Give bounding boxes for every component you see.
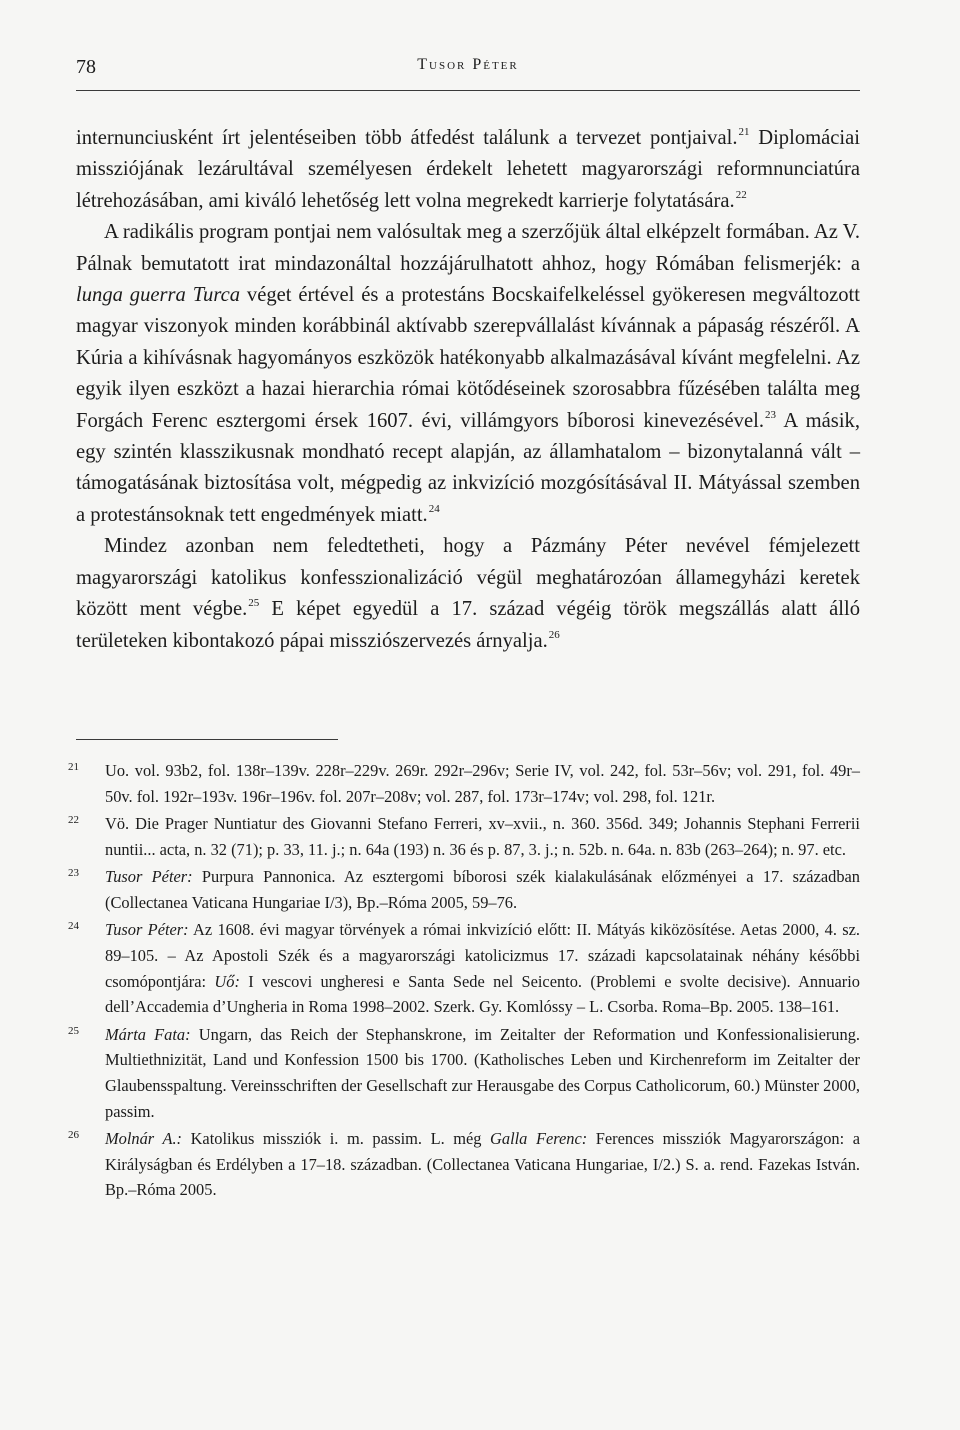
footnote-text: Purpura Pannonica. Az esztergomi bíborosi szék kialakulásának előzményei a 17. században (Collectanea Vaticana Hungariae I/3), Bp.–Róma 2005, 59–76. — [105, 867, 860, 912]
footnote — [68, 811, 860, 862]
footnote-text: I vescovi ungheresi e Santa Sede nel Seicento. (Problemi e svolte decisive). Annuario dell’Accademia d’Ungheria in Roma 1998–2002. Szerk. Gy. Komlóssy – L. Csorba. Roma–Bp. 2005. 138–161. — [105, 971, 860, 1017]
body-text — [76, 123, 860, 657]
footnote-number: 21 — [68, 760, 79, 773]
footnote-separator — [76, 739, 338, 740]
footnote-author: Galla Ferenc: — [490, 1129, 588, 1149]
footnote-number: 22 — [68, 814, 79, 827]
footnote — [68, 1022, 860, 1124]
footnote-text: Vö. Die Prager Nuntiatur des Giovanni Stefano Ferreri, xv–xvii., n. 360. 356d. 349; Johannis Stephani Ferrerii nuntii... acta, n. 32 (71); p. 33, 11. j.; n. 64a (193) n. 36 és p. 87, 3. j.; n. 52b. n. 64a. n. 83b (263–264); n. 97. etc. — [105, 814, 860, 859]
text-run: A radikális program pontjai nem valósultak meg a szerzőjük által elképzelt formában. Az V. Pálnak bemutatott irat mindazonáltal hozzájárulhatott ahhoz, hogy Rómában felismerjék: a — [76, 221, 860, 275]
footnote-number: 26 — [68, 1129, 79, 1142]
text-run: Mindez azonban nem feledtetheti, hogy a Pázmány Péter nevével fémjelezett magyarországi katolikus konfesszionalizáció végül meghatározóan államegyházi keretek között ment végbe. — [76, 535, 860, 621]
footnote-number: 24 — [68, 920, 79, 933]
paragraph-2 — [76, 217, 860, 531]
footnote — [68, 758, 860, 809]
paragraph-3 — [76, 531, 860, 657]
footnote-author: Tusor Péter: — [105, 920, 189, 940]
paragraph-1 — [76, 123, 860, 217]
footnote-text: Ungarn, das Reich der Stephanskrone, im Zeitalter der Reformation und Konfessionalisierung. Multiethnizität, Land und Konfession 1500 bis 1700. (Katholisches Leben und Kirchenreform im Zeitalter der Glaubensspaltung. Vereinsschriften der Gesellschaft zur Herausgabe des Corpus Catholicorum, 60.) Münster 2000, passim. — [105, 1024, 860, 1121]
footnote-text: Uo. vol. 93b2, fol. 138r–139v. 228r–229v. 269r. 292r–296v; Serie IV, vol. 242, fol. 53r–56v; vol. 291, fol. 49r–50v. fol. 192r–193v. 196r–196v. fol. 207r–208v; vol. 287, fol. 173r–174v; vol. 298, fol. 121r. — [105, 760, 860, 806]
footnote — [68, 917, 860, 1019]
footnote-text: Az 1608. évi magyar törvények a római inkvizíció előtt: II. Mátyás kiközösítése. Aetas 2000, 4. sz. 89–105. – Az Apostoli Szék és a magyarországi katolicizmus 17. századi kapcsolatainak néhány későbbi csomópontjára: — [105, 920, 860, 991]
footnote-number: 25 — [68, 1024, 79, 1037]
page-number: 78 — [76, 56, 96, 78]
footnote-number: 23 — [68, 867, 79, 880]
footnote-ref[interactable]: 25 — [248, 597, 260, 610]
text-run: Diplomáciai missziójának lezárultával személyesen érdekelt lehetett magyarországi reformnunciatúra létrehozásában, ami kiváló lehetőség lett volna megrekedt karrierje folytatására. — [76, 127, 860, 212]
footnote — [68, 864, 860, 915]
footnote-author: Tusor Péter: — [105, 867, 193, 887]
footnote-author: Uő: — [214, 971, 240, 991]
footnote-author: Márta Fata: — [105, 1024, 191, 1044]
page-header — [76, 56, 860, 91]
footnote-ref[interactable]: 23 — [764, 408, 776, 421]
italic-phrase: lunga guerra Turca — [76, 284, 241, 307]
footnote-text: Katolikus missziók i. m. passim. L. még — [182, 1129, 491, 1149]
text-run: véget értével és a protestáns Bocskaifelkeléssel gyökeresen megváltozott magyar viszonyok minden korábbinál aktívabb szerepvállalást kívánnak a pápaság részéről. A Kúria a kihívásnak hagyományos eszközök hatékonyabb alkalmazásával kívánt megfelelni. Az egyik ilyen eszközt a hazai hierarchia római kötődéseinek szorosabbra fűzésében találta meg Forgách Ferenc esztergomi érsek 1607. évi, villámgyors bíborosi kinevezésével. — [76, 284, 860, 432]
footnote — [68, 1126, 860, 1203]
footnote-author: Molnár A.: — [105, 1129, 183, 1149]
text-run: A másik, egy szintén klasszikusnak mondható recept alapján, az államhatalom – bizonytalanná vált – támogatásának biztosítása volt, mégpedig az inkvizíció mozgósításával II. Mátyással szemben a protestánsoknak tett engedmények miatt. — [76, 409, 860, 526]
page — [68, 56, 860, 1205]
footnotes — [68, 758, 860, 1203]
footnote-ref[interactable]: 24 — [428, 502, 440, 515]
footnote-ref[interactable]: 21 — [738, 126, 750, 138]
footnote-ref[interactable]: 22 — [735, 188, 747, 201]
running-title: Tusor Péter — [417, 56, 519, 73]
footnote-text: Ferences missziók Magyarországon: a Királyságban és Erdélyben a 17–18. században. (Collectanea Vaticana Hungariae, I/2.) S. a. rend. Fazekas István. Bp.–Róma 2005. — [105, 1129, 860, 1200]
footnote-ref[interactable]: 26 — [548, 628, 560, 641]
text-run: internunciusként írt jelentéseiben több átfedést találunk a tervezet pontjaival. — [76, 127, 738, 149]
text-run: E képet egyedül a 17. század végéig török megszállás alatt álló területeken kibontakozó pápai missziószervezés árnyalja. — [76, 598, 860, 652]
